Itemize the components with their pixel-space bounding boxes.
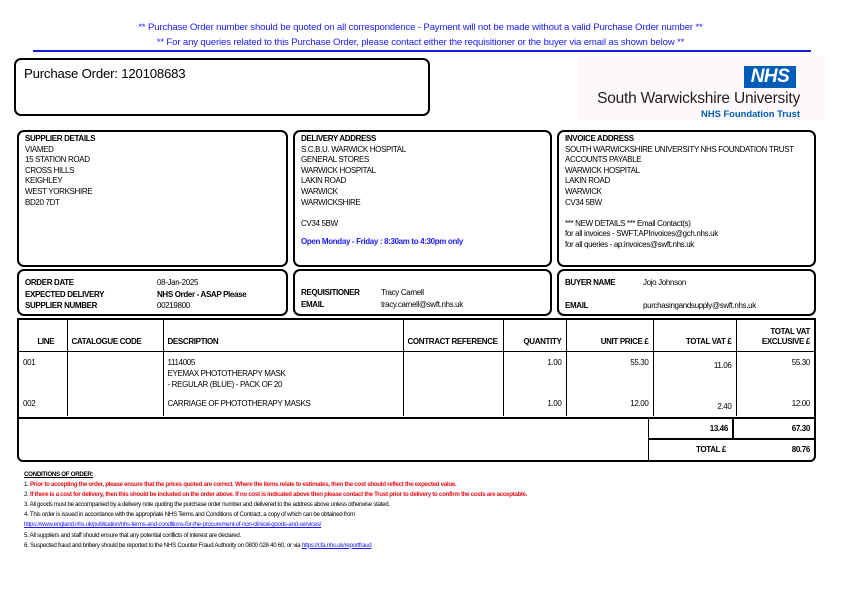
requisitioner-name: Tracy Carnell: [381, 288, 424, 297]
vat-total: 13.46: [709, 424, 728, 433]
buyer-name-row: [565, 277, 814, 288]
cell-contract-reference: [403, 351, 503, 393]
queries-notice: ** For any queries related to this Purchase Order, please contact either the requisitioner or the buyer via email as shown below **: [156, 37, 685, 48]
cell-line: 002: [19, 393, 67, 416]
expected-delivery-row: [25, 289, 286, 301]
description-line: CARRIAGE OF PHOTOTHERAPY MASKS: [167, 399, 311, 408]
supplier-line: 15 STATION ROAD: [25, 155, 90, 165]
conditions-of-order: [24, 470, 814, 551]
requisitioner-email-label: EMAIL: [301, 299, 325, 309]
cell-total-vat-exclusive: 55.30: [791, 357, 810, 367]
supplier-line: VIAMED: [25, 144, 54, 154]
invoice-line: CV34 5BW: [565, 197, 602, 207]
requisitioner-panel: [293, 269, 552, 316]
vat-exclusive-total: 67.30: [791, 424, 810, 433]
buyer-panel: [557, 269, 816, 316]
cell-catalogue-code: [67, 351, 163, 393]
col-quantity: QUANTITY: [503, 320, 566, 351]
notice-divider: [33, 50, 811, 52]
col-line: LINE: [19, 320, 67, 351]
buyer-email-label: EMAIL: [565, 301, 589, 310]
description-line: 1114005: [167, 357, 196, 367]
cell-catalogue-code: [67, 393, 163, 416]
queries-contact: for all queries - ap.invoices@swft.nhs.uk: [565, 239, 694, 249]
requisitioner-email[interactable]: tracy.carnell@swft.nhs.uk: [381, 299, 463, 309]
cell-quantity: 1.00: [503, 351, 566, 393]
condition-4: 4. This order is issued in accordance with the appropriate NHS Terms and Conditions of Contract, a copy of which can be obtained from: [24, 511, 355, 519]
invoice-line: SOUTH WARWICKSHIRE UNIVERSITY NHS FOUNDATION TRUST: [565, 144, 794, 154]
expected-delivery-value: NHS Order - ASAP Please: [157, 289, 247, 299]
condition-2: [24, 490, 814, 500]
spacer: [565, 208, 814, 219]
supplier-heading: SUPPLIER DETAILS: [25, 134, 96, 143]
col-total-vat-exclusive: TOTAL VAT EXCLUSIVE £: [736, 320, 814, 351]
invoice-line: ACCOUNTS PAYABLE: [565, 155, 642, 165]
cell-total-vat: 2.40: [653, 393, 736, 416]
conditions-title: CONDITIONS OF ORDER:: [24, 471, 94, 478]
requisitioner-label: REQUISITIONER: [301, 288, 360, 297]
table-header-row: [19, 320, 814, 351]
cell-line: 001: [19, 351, 67, 393]
condition-3: 3. All goods must be accompanied by a delivery note quoting the purchase order number and delivered to the address above unless otherwise stated.: [24, 501, 390, 509]
supplier-line: CROSS HILLS: [25, 165, 75, 175]
buyer-name: Jojo Johnson: [643, 278, 686, 287]
invoice-line: WARWICK HOSPITAL: [565, 165, 640, 175]
delivery-line: WARWICKSHIRE: [301, 197, 361, 207]
delivery-postcode: CV34 5BW: [301, 218, 338, 228]
cell-total-vat-exclusive: 12.00: [791, 399, 810, 408]
cell-unit-price: 55.30: [566, 351, 653, 393]
purchase-order-header: [14, 58, 430, 116]
po-number: 120108683: [121, 66, 186, 81]
totals-divider: [648, 438, 816, 440]
delivery-line: GENERAL STORES: [301, 155, 370, 165]
totals-column-divider: [732, 417, 734, 438]
order-date-row: [25, 277, 286, 289]
buyer-email-row: [565, 300, 814, 311]
cell-description: [163, 393, 403, 416]
expected-delivery-label: EXPECTED DELIVERY: [25, 289, 105, 299]
table-row: [19, 393, 814, 416]
description-line: - REGULAR (BLUE) - PACK OF 20: [167, 379, 283, 389]
supplier-line: BD20 7DT: [25, 197, 60, 207]
supplier-line: KEIGHLEY: [25, 176, 63, 186]
cell-quantity: 1.00: [503, 393, 566, 416]
invoice-line: LAKIN ROAD: [565, 176, 610, 186]
condition-number: 1.: [24, 481, 29, 489]
grand-total-value: 80.76: [791, 445, 810, 454]
condition-1: [24, 480, 814, 490]
report-fraud-link[interactable]: https://cfa.nhs.uk/reportfraud: [301, 541, 372, 549]
condition-text: Prior to accepting the order, please ensure that the prices quoted are correct. Where the items relate to estimates, then the cost should reflect the expected value.: [29, 481, 457, 489]
supplier-number-label: SUPPLIER NUMBER: [25, 301, 98, 311]
condition-text: 6. Suspected fraud and bribery should be reported to the NHS Counter Fraud Authority on 0800 028 40 60, or via: [24, 541, 301, 549]
order-info-panel: [17, 269, 288, 316]
opening-hours: Open Monday - Friday : 8:30am to 4:30pm only: [301, 237, 463, 247]
delivery-heading: DELIVERY ADDRESS: [301, 134, 377, 143]
requisitioner-email-row: [301, 299, 550, 311]
supplier-details-panel: [17, 130, 288, 267]
col-total-vat: TOTAL VAT £: [653, 320, 736, 351]
order-date-value: 08-Jan-2025: [157, 278, 199, 287]
page-title: [24, 66, 428, 81]
col-unit-price: UNIT PRICE £: [566, 320, 653, 351]
condition-5: 5. All suppliers and staff should ensure that any potential conflicts of interest are declared.: [24, 531, 241, 539]
invoice-heading: INVOICE ADDRESS: [565, 134, 634, 143]
order-date-label: ORDER DATE: [25, 278, 74, 287]
logo-trust: NHS Foundation Trust: [701, 108, 800, 119]
buyer-email[interactable]: purchasingandsupply@swft.nhs.uk: [643, 301, 756, 310]
grand-total-label: TOTAL £: [696, 445, 726, 454]
condition-number: 2.: [24, 491, 29, 499]
delivery-line: WARWICK HOSPITAL: [301, 165, 376, 175]
condition-text: If there is a cost for delivery, then this should be included on the order above. If no cost is indicated above then please contact the Trust prior to delivery to confirm the costs are acceptable.: [29, 491, 528, 499]
terms-conditions-link[interactable]: https://www.england.nhs.uk/publication/nhs-terms-and-conditions-for-the-procurement-of-non-clinical-goods-and-services/: [24, 521, 322, 529]
col-contract-reference: CONTRACT REFERENCE: [403, 320, 503, 351]
delivery-line: S.C.B.U. WARWICK HOSPITAL: [301, 144, 406, 154]
supplier-line: WEST YORKSHIRE: [25, 186, 93, 196]
nhs-badge-icon: NHS: [744, 66, 796, 88]
description-line: EYEMAX PHOTOTHERAPY MASK: [167, 368, 286, 378]
delivery-address-panel: [293, 130, 552, 267]
cell-description: [163, 351, 403, 393]
spacer: [301, 208, 550, 219]
invoice-line: WARWICK: [565, 186, 602, 196]
table-row: [19, 351, 814, 393]
supplier-number-value: 00219800: [157, 301, 190, 311]
payment-notice: ** Purchase Order number should be quoted on all correspondence - Payment will not be made without a valid Purchase Order number **: [138, 22, 703, 33]
invoice-address-panel: [557, 130, 816, 267]
condition-4-link-row: [24, 520, 814, 530]
cell-unit-price: 12.00: [566, 393, 653, 416]
nhs-trust-logo: [578, 56, 824, 120]
delivery-line: LAKIN ROAD: [301, 176, 346, 186]
new-details-notice: *** NEW DETAILS *** Email Contact(s): [565, 218, 691, 228]
items-table: [19, 320, 814, 416]
col-catalogue-code: CATALOGUE CODE: [67, 320, 163, 351]
invoices-contact: for all invoices - SWFT.APInvoices@gch.nhs.uk: [565, 229, 718, 239]
condition-6: [24, 541, 814, 551]
supplier-number-row: [25, 300, 286, 312]
cell-total-vat: 11.06: [653, 351, 736, 393]
buyer-name-label: BUYER NAME: [565, 278, 616, 287]
requisitioner-row: [301, 287, 550, 299]
col-description: DESCRIPTION: [163, 320, 403, 351]
po-label: Purchase Order:: [24, 66, 118, 81]
cell-contract-reference: [403, 393, 503, 416]
delivery-line: WARWICK: [301, 186, 338, 196]
logo-organisation: South Warwickshire University: [597, 90, 800, 107]
